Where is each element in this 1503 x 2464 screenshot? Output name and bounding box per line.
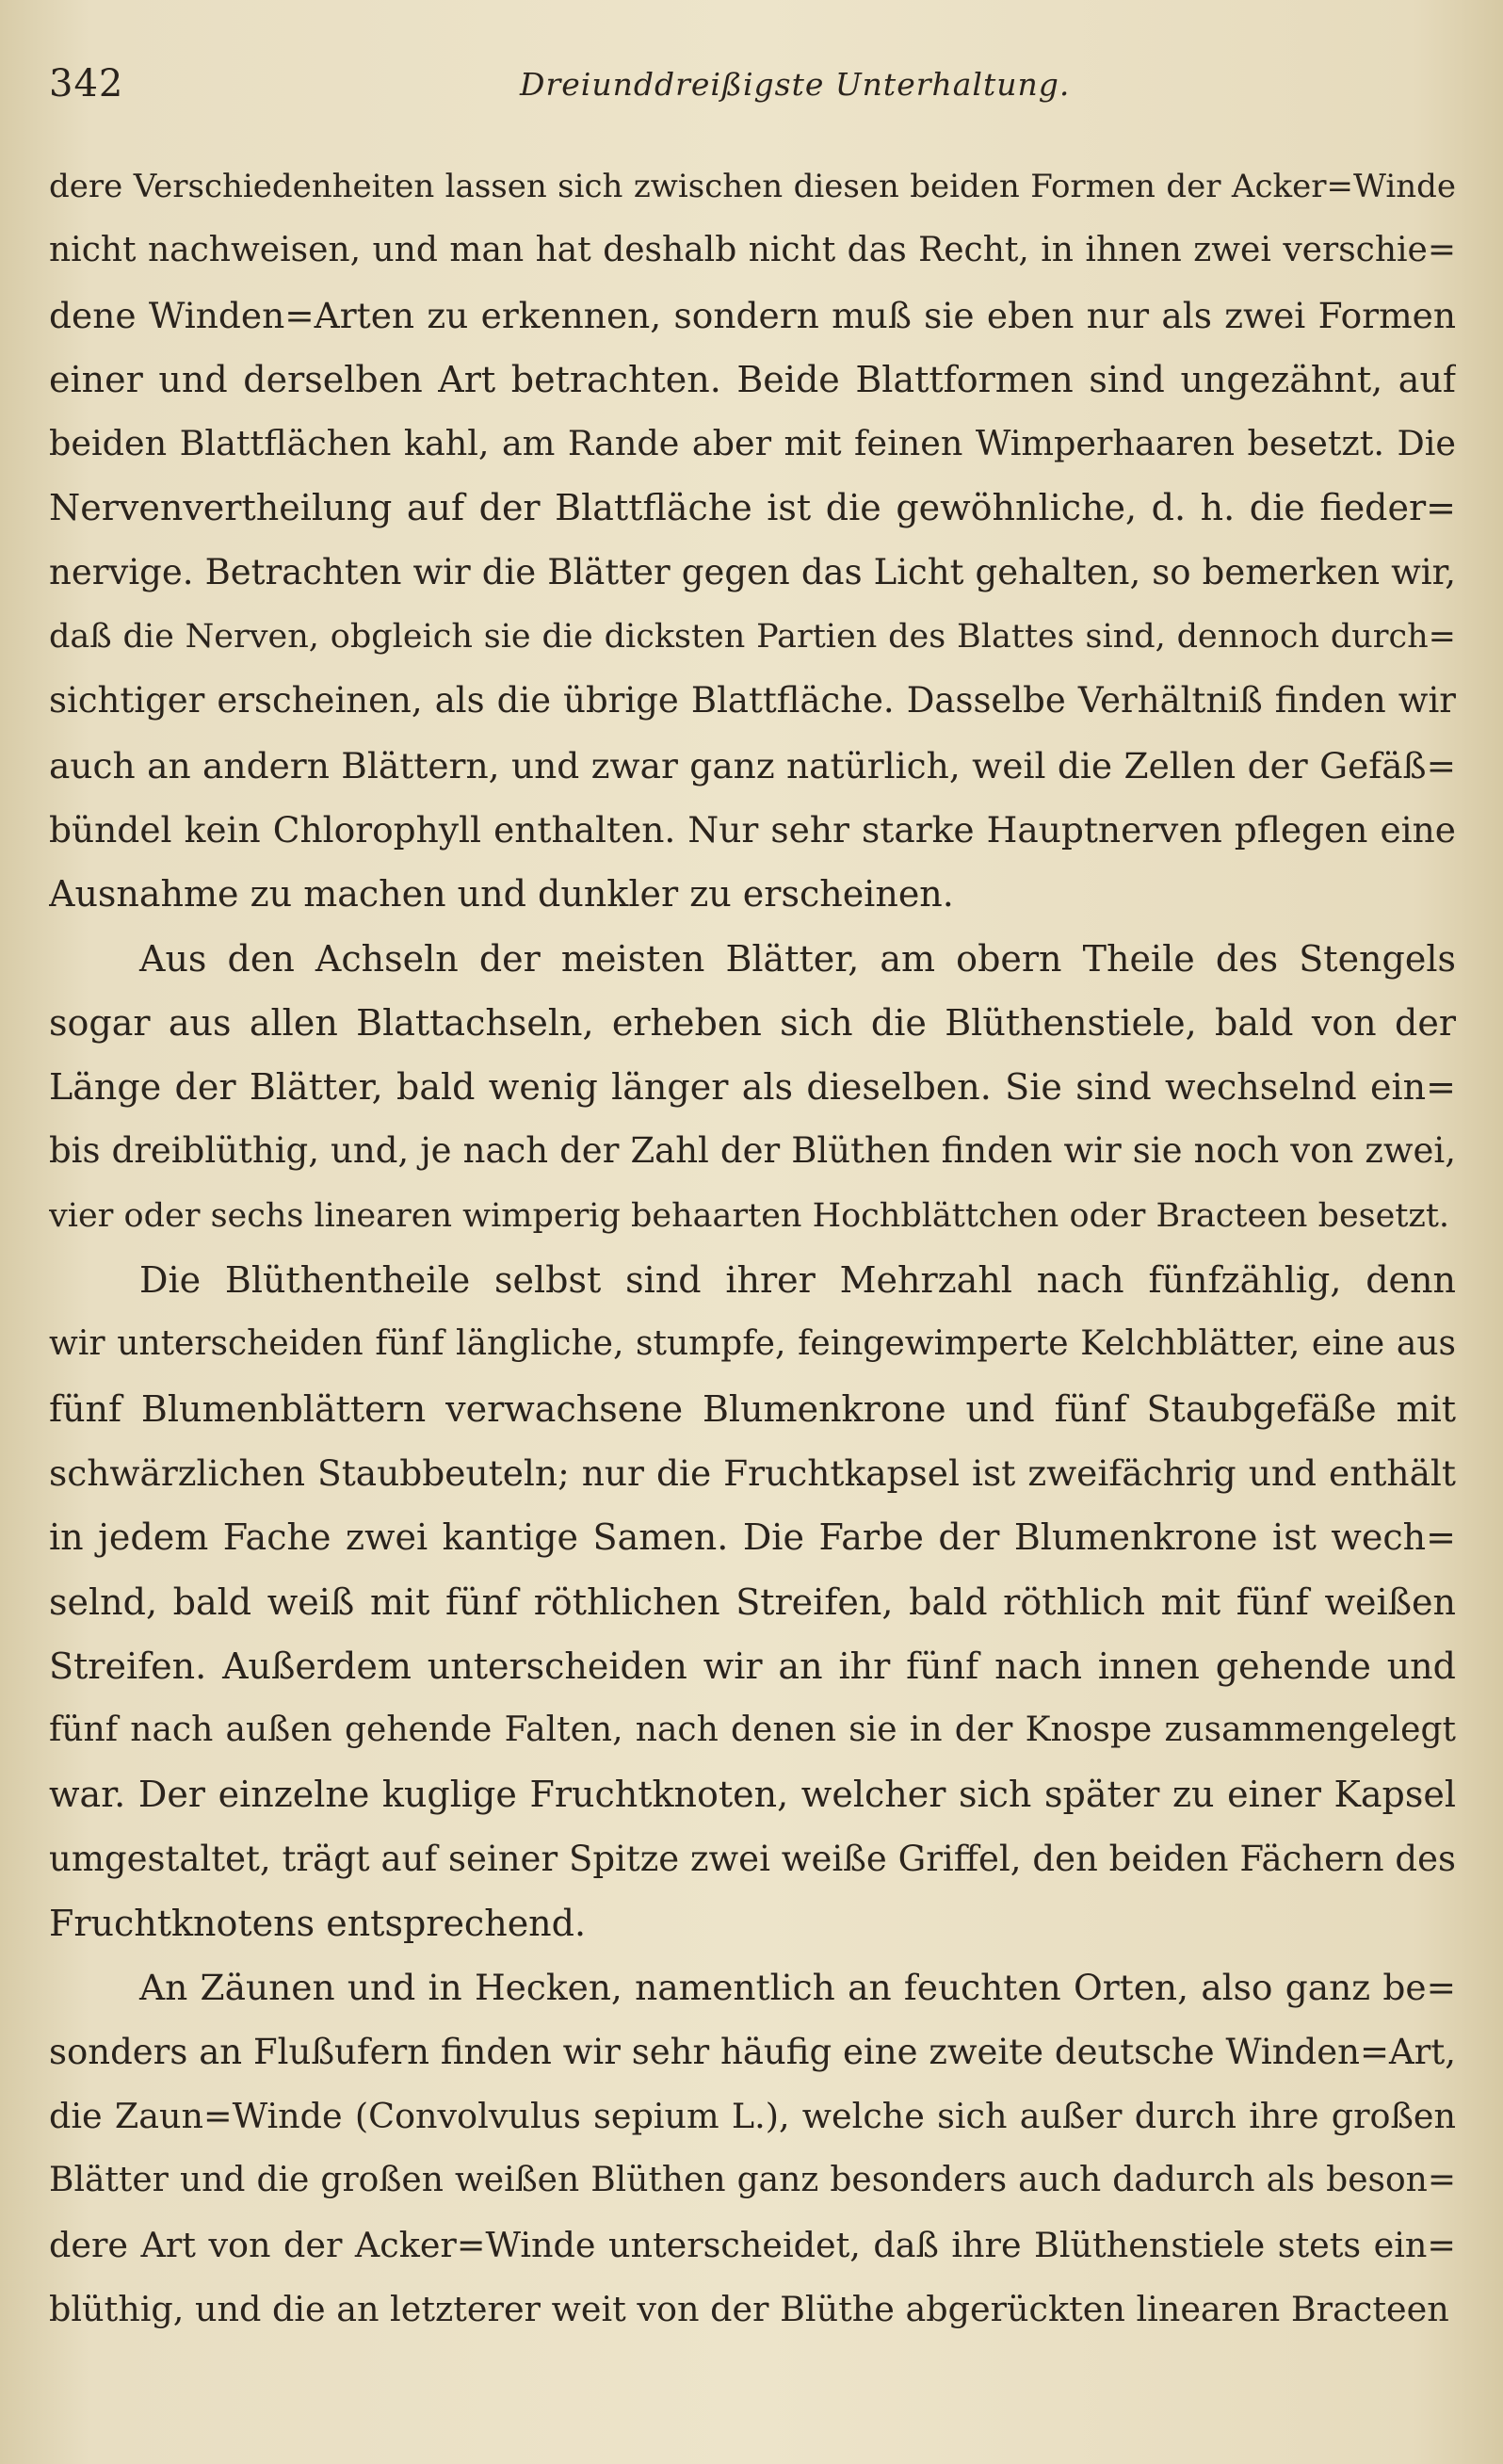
text-line: Aus den Achseln der meisten Blätter, am obern Theile des Stengels: [139, 937, 1456, 980]
text-line: die Zaun=Winde (Convolvulus sepium L.), welche sich außer durch ihre großen: [49, 2095, 1456, 2136]
text-line: war. Der einzelne kuglige Fruchtknoten, welcher sich später zu einer Kapsel: [49, 1774, 1456, 1816]
text-line: fünf Blumenblättern verwachsene Blumenkrone und fünf Staubgefäße mit: [49, 1387, 1456, 1430]
text-line: dene Winden=Arten zu erkennen, sondern muß sie eben nur als zwei Formen: [49, 294, 1456, 336]
text-line: Ausnahme zu machen und dunkler zu erscheinen.: [49, 873, 954, 916]
text-line: Länge der Blätter, bald wenig länger als dieselben. Sie sind wechselnd ein=: [49, 1066, 1456, 1109]
running-title: Dreiunddreißigste Unterhaltung.: [520, 66, 1071, 103]
text-line: einer und derselben Art betrachten. Beide Blattformen sind ungezähnt, auf: [49, 358, 1456, 400]
text-line: bündel kein Chlorophyll enthalten. Nur sehr starke Hauptnerven pflegen eine: [49, 808, 1456, 851]
text-line: Die Blüthentheile selbst sind ihrer Mehrzahl nach fünfzählig, denn: [139, 1259, 1456, 1302]
text-line: sogar aus allen Blattachseln, erheben sich die Blüthenstiele, bald von der: [49, 1001, 1456, 1044]
text-line: selnd, bald weiß mit fünf röthlichen Streifen, bald röthlich mit fünf weißen: [49, 1581, 1456, 1623]
text-line: blüthig, und die an letzterer weit von der Blüthe abgerückten linearen Bracteen: [49, 2288, 1449, 2329]
text-line: Streifen. Außerdem unterscheiden wir an ihr fünf nach innen gehende und: [49, 1645, 1456, 1687]
text-line: sonders an Flußufern finden wir sehr häufig eine zweite deutsche Winden=Art,: [49, 2031, 1456, 2072]
text-line: dere Art von der Acker=Winde unterscheidet, daß ihre Blüthenstiele stets ein=: [49, 2224, 1456, 2265]
page-header: [49, 58, 1446, 115]
text-line: beiden Blattflächen kahl, am Rande aber mit feinen Wimperhaaren besetzt. Die: [49, 423, 1456, 464]
text-line: Nervenvertheilung auf der Blattfläche ist die gewöhnliche, d. h. die fieder=: [49, 487, 1456, 529]
text-line: wir unterscheiden fünf längliche, stumpfe, feingewimperte Kelchblätter, eine aus: [49, 1324, 1456, 1364]
text-line: sichtiger erscheinen, als die übrige Blattfläche. Dasselbe Verhältniß finden wir: [49, 680, 1456, 721]
paragraph: [49, 927, 1456, 1248]
text-line: nicht nachweisen, und man hat deshalb nicht das Recht, in ihnen zwei verschie=: [49, 231, 1456, 270]
text-line: Blätter und die großen weißen Blüthen ganz besonders auch dadurch als beson=: [49, 2161, 1456, 2200]
text-line: in jedem Fache zwei kantige Samen. Die Farbe der Blumenkrone ist wech=: [49, 1516, 1456, 1559]
text-line: An Zäunen und in Hecken, namentlich an feuchten Orten, also ganz be=: [139, 1967, 1456, 2009]
text-line: fünf nach außen gehende Falten, nach denen sie in der Knospe zusammengelegt: [49, 1710, 1456, 1750]
text-line: daß die Nerven, obgleich sie die dicksten Partien des Blattes sind, dennoch durch=: [49, 618, 1456, 657]
text-line: dere Verschiedenheiten lassen sich zwischen diesen beiden Formen der Acker=Winde: [49, 168, 1456, 205]
text-line: auch an andern Blättern, und zwar ganz natürlich, weil die Zellen der Gefäß=: [49, 744, 1456, 786]
text-line: bis dreiblüthig, und, je nach der Zahl der Blüthen finden wir sie noch von zwei,: [49, 1130, 1456, 1172]
text-line: Fruchtknotens entsprechend.: [49, 1903, 587, 1945]
page-number: 342: [49, 62, 124, 105]
paragraph: [49, 1248, 1456, 1955]
paragraph: [49, 1955, 1456, 2342]
body-text: [49, 154, 1456, 2342]
paragraph: [49, 154, 1456, 927]
text-line: umgestaltet, trägt auf seiner Spitze zwei weiße Griffel, den beiden Fächern des: [49, 1838, 1456, 1879]
text-line: vier oder sechs linearen wimperig behaarten Hochblättchen oder Bracteen besetzt.: [49, 1196, 1450, 1235]
text-line: schwärzlichen Staubbeuteln; nur die Fruchtkapsel ist zweifächrig und enthält: [49, 1451, 1456, 1494]
text-line: nervige. Betrachten wir die Blätter gegen das Licht gehalten, so bemerken wir,: [49, 551, 1456, 592]
